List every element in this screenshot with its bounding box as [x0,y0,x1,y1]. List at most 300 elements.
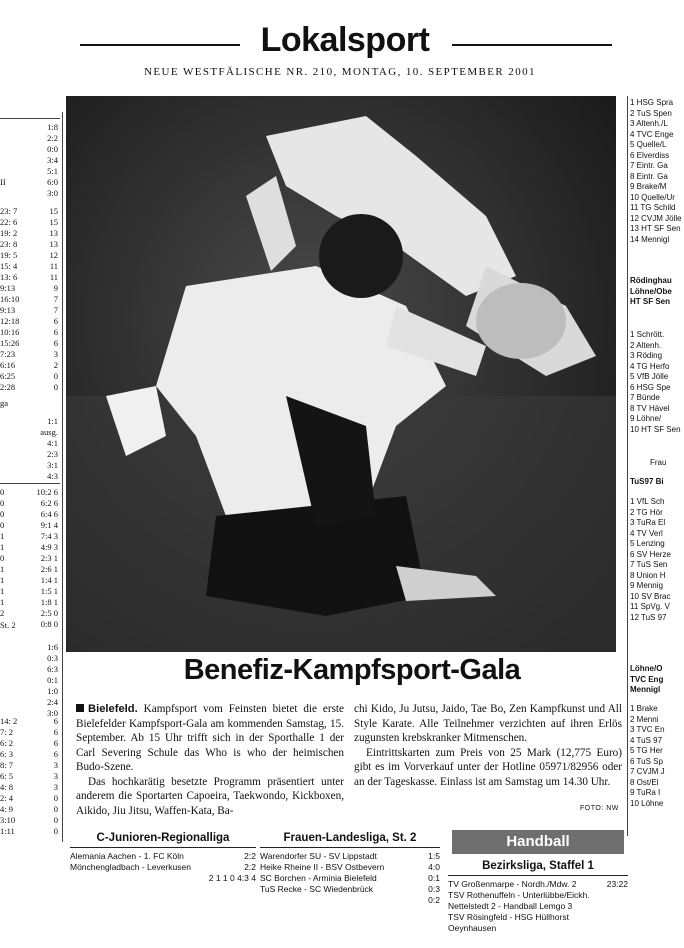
left-table-row [0,438,62,449]
left-table-row [0,716,62,727]
left-cell-values [41,575,58,586]
left-cell-b: 6 [53,716,58,726]
left-heading-liga: ga [0,398,9,408]
left-cell-b: 1:5 [40,586,52,596]
left-table-row [0,564,62,575]
left-cell-values [54,716,58,727]
left-cell-c: 1 [53,575,58,585]
right-table-row: 8 TV Hävel [630,403,670,413]
left-cell-values [41,520,58,531]
left-cell-values [54,815,58,826]
left-cell-values [47,122,58,133]
left-cell-a: 0 [0,487,5,497]
table-frauen-rows [260,851,440,906]
left-cell-b: 6:0 [47,177,58,187]
left-table-row [0,338,62,349]
left-cell-b: 2:3 [47,449,58,459]
left-cell-b: 1:4 [40,575,52,585]
left-cell-values [54,760,58,771]
result-row [260,851,440,862]
left-cell-values [50,261,58,272]
right-table-row: 2 Altenh. [630,340,662,350]
result-match: Oeynhausen [448,923,497,933]
left-cell-values [54,316,58,327]
left-cell-values [41,542,58,553]
left-block-2 [0,206,62,393]
left-cell-a: 16:10 [0,294,20,304]
right-table-row: 6 Elverdiss [630,150,670,160]
left-table-row [0,133,62,144]
table-frauen-landesliga [260,830,440,906]
left-cell-a: 6: 5 [0,771,13,781]
right-table-row: 1 VfL Sch [630,497,665,506]
left-cell-b: 2 [53,360,58,370]
left-cell-b: ausg. [40,427,58,437]
left-table-row [0,371,62,382]
left-cell-values [54,349,58,360]
right-table-row: 7 TuS Sen [630,560,668,569]
left-cell-values [54,338,58,349]
right-table-row: 8 Eintr. Ga [630,171,668,181]
left-cell-a: 6: 2 [0,738,13,748]
left-cell-values [50,250,59,261]
left-cell-a: 15:26 [0,338,20,348]
result-row [260,862,440,873]
left-cell-b: 3:0 [47,708,58,718]
left-cell-b: 0 [53,804,58,814]
left-table-row [0,487,62,498]
left-block-6 [0,716,62,837]
left-cell-a: 1 [0,586,5,596]
left-cell-values [54,793,58,804]
right-table-row: 1 HSG Spra [630,98,674,107]
left-cell-b: 15 [49,206,58,216]
table-c-junioren-title: C-Junioren-Regionalliga [96,832,230,844]
photo-illustration [66,96,616,652]
left-table-row [0,727,62,738]
left-table-row [0,553,62,564]
left-table-row [0,316,62,327]
left-cell-b: 15 [49,217,58,227]
left-block-1 [0,122,62,199]
left-table-row [0,239,62,250]
right-table-row: 7 Bünde [630,393,660,402]
right-table-row: 10 Löhne [630,798,664,808]
left-cell-b: 3 [53,771,58,781]
left-cell-values [47,686,58,697]
left-cell-values [41,586,58,597]
right-table-row: 14 Mennigl [630,234,670,244]
left-table-row [0,749,62,760]
left-table-row [0,416,62,427]
right-table-row: 11 SpVg. V [630,602,670,611]
left-cell-b: 7 [53,305,58,315]
left-cell-values [54,804,58,815]
left-cell-b: 10:2 [36,487,52,497]
left-table-row [0,166,62,177]
left-cell-a: II [0,177,6,187]
left-rule-mid [0,483,60,484]
right-table-row: 7 Eintr. Ga [630,161,668,170]
right-table-row: HT SF Sen [630,297,671,306]
left-cell-b: 2:3 [40,553,52,563]
left-cell-a: 9:13 [0,305,16,315]
left-table-row [0,449,62,460]
right-table-row: 9 Löhne/ [630,414,662,423]
left-cell-b: 9:1 [40,520,52,530]
left-table-row [0,427,62,438]
left-table-row [0,686,62,697]
left-cell-a: 10:16 [0,327,20,337]
left-cell-values [41,531,58,542]
left-table-row [0,382,62,393]
left-table-row [0,804,62,815]
right-table-row: 10 HT SF Sen [630,424,681,434]
right-table-row: 2 TuS Spen [630,108,672,118]
left-table-row [0,122,62,133]
right-table-row: 8 Union H [630,570,666,580]
result-score: 0:3 [428,884,440,894]
left-cell-values [54,826,58,837]
left-cell-a: 2 [0,608,5,618]
left-cell-b: 12 [49,250,58,260]
right-table-row: 2 Menni [630,714,659,724]
article-paragraph-4: Eintrittskarten zum Preis von 25 Mark (12,775 Euro) gibt es im Vorverkauf unter der Hotline 05971/82956 oder an der Tageskasse. Einlass ist am Samstag um 14.30 Uhr. [354,746,622,788]
result-row [260,873,440,884]
left-cell-b: 6:2 [40,498,52,508]
left-cell-values [54,360,58,371]
left-cell-b: 6 [53,338,58,348]
right-table-row: Löhne/O [630,664,663,673]
left-cell-c: 3 [53,531,58,541]
left-cell-c: 1 [53,553,58,563]
left-cell-a: 1 [0,564,5,574]
article-column-right [354,702,622,789]
right-table-row: 4 TV Verl [630,528,663,538]
table-frauen-rule [260,847,440,848]
result-score: 1:5 [428,851,440,861]
right-table-row: 3 Altenh./L [630,119,668,128]
bullet-square-icon [76,704,84,712]
left-cell-a: 13: 6 [0,272,18,282]
right-table-row: 4 TG Herfo [630,361,670,371]
left-table-row [0,826,62,837]
left-cell-b: 4:3 [47,471,58,481]
left-cell-a: 7:23 [0,349,16,359]
left-cell-a: 2: 4 [0,793,13,803]
left-cell-values [47,653,58,664]
right-table-row: 5 Quelle/L [630,140,667,149]
right-block-1 [630,98,684,245]
left-table-row [0,586,62,597]
result-score: 23:22 [606,879,628,889]
left-table-row [0,327,62,338]
left-cell-values [50,272,58,283]
left-cell-b: 13 [49,239,58,249]
right-table-row: 7 CVJM J [630,767,665,776]
table-c-junioren-rule [70,847,256,848]
result-match: Nettelstedt 2 - Handball Lemgo 3 [448,901,573,911]
left-cell-a: 8: 7 [0,760,13,770]
left-cell-values [54,294,58,305]
left-cell-values [54,327,58,338]
left-cell-values [54,727,58,738]
left-table-row [0,471,62,482]
left-table-row [0,294,62,305]
left-table-row [0,782,62,793]
left-cell-a: 22: 6 [0,217,18,227]
left-cell-b: 13 [49,228,58,238]
left-cell-values [47,460,58,471]
result-row [448,879,628,890]
left-cell-a: 0 [0,520,5,530]
left-cell-a: 9:13 [0,283,16,293]
left-block-4 [0,487,62,630]
left-cell-b: 3 [53,782,58,792]
right-block-4-head: TuS97 Bi [630,477,664,486]
left-cell-b: 0:8 [40,619,52,629]
left-cell-a: 0 [0,553,5,563]
left-cell-a: 12:18 [0,316,20,326]
table-handball-rule [448,875,628,876]
left-cell-b: 1:1 [47,416,58,426]
left-table-row [0,675,62,686]
result-match: Warendorfer SU - SV Lippstadt [260,851,377,861]
left-cell-values [47,642,58,653]
left-cell-b: 3:1 [47,460,58,470]
left-cell-values [47,471,58,482]
left-cell-b: 0:1 [47,675,58,685]
left-cell-b: 0:0 [47,144,58,154]
left-cell-a: 0 [0,509,5,519]
left-table-row [0,697,62,708]
right-table-row: 9 Brake/M [630,182,667,191]
left-cell-a: 15: 4 [0,261,18,271]
left-column-divider [62,112,63,842]
article-paragraph-1 [76,702,344,775]
left-cell-values [37,487,59,498]
left-table-row [0,360,62,371]
right-block-3 [630,330,684,435]
left-cell-c: 0 [53,619,58,629]
right-table-row: 4 TuS 97 [630,735,663,745]
result-row [260,895,440,906]
left-table-row [0,771,62,782]
left-cell-b: 0 [53,371,58,381]
left-table-row [0,498,62,509]
left-cell-b: 7:4 [40,531,52,541]
section-title: Lokalsport [260,21,430,59]
left-cell-b: 0 [53,815,58,825]
left-cell-c: 1 [53,586,58,596]
left-table-row [0,575,62,586]
right-table-row: 1 Brake [630,704,658,713]
result-match: Heike Rheine II - BSV Ostbevern [260,862,385,872]
left-cell-values [50,228,59,239]
left-cell-values [50,239,59,250]
left-table-row [0,664,62,675]
left-table-row [0,261,62,272]
left-cell-b: 2:2 [47,133,58,143]
article-paragraph-2: Das hochkarätig besetzte Programm präsentiert unter anderem die Sportarten Capoeira, Taekwondo, Kickboxen, Aikido, Jiu Jitsu, Waffen-Kata, Ba- [76,775,344,817]
result-row [448,901,628,912]
left-cell-b: 7 [53,294,58,304]
article-dateline: Bielefeld. [88,703,138,715]
right-column-divider [627,96,628,836]
left-cell-a: 6:25 [0,371,16,381]
left-cell-a: 1:11 [0,826,15,836]
result-row [448,890,628,901]
left-table-row [0,738,62,749]
left-cell-b: 3 [53,349,58,359]
left-cell-a: 19: 5 [0,250,18,260]
article-p1-text: Kampfsport vom Feinsten bietet die erste Bielefelder Kampfsport-Gala am kommenden Samstag, 15. September. Ab 15 Uhr trifft sich in der Sporthalle 1 der Carl Severing Schule das Who is who der heimischen Budo-Szene. [76,703,344,773]
left-cell-a: 4: 8 [0,782,13,792]
right-table-row: Löhne/Obe [630,286,672,296]
left-table-row [0,217,62,228]
right-table-row: 3 TuRa El [630,518,666,527]
right-table-row: 10 Quelle/Ur [630,192,675,202]
left-table-row [0,177,62,188]
left-rule-top [0,118,60,119]
right-heading-fra: Frau [650,458,667,467]
left-cell-a: 6: 3 [0,749,13,759]
left-cell-c: 1 [53,597,58,607]
table-handball-subtitle: Bezirksliga, Staffel 1 [482,860,594,872]
left-table-row [0,155,62,166]
right-table-row: 6 TuS Sp [630,756,663,766]
left-cell-a: 1 [0,597,5,607]
result-match: Mönchengladbach - Leverkusen [70,862,191,872]
left-cell-values [41,498,58,509]
left-cell-b: 6 [53,316,58,326]
left-cell-a: 2:28 [0,382,16,392]
left-cell-c: 6 [53,498,58,508]
handball-banner: Handball [452,830,624,854]
left-cell-b: 5:1 [47,166,58,176]
result-score: 4:0 [428,862,440,872]
left-table-row [0,228,62,239]
left-cell-values [54,305,58,316]
left-table-row [0,305,62,316]
left-table-row [0,815,62,826]
left-cell-b: 0 [53,826,58,836]
left-table-row [0,250,62,261]
left-cell-b: 6:3 [47,664,58,674]
result-row [448,912,628,923]
left-cell-a: 14: 2 [0,716,18,726]
article-headline: Benefiz-Kampfsport-Gala [183,654,521,686]
left-cell-values [47,664,58,675]
result-row [70,851,256,862]
left-cell-b: 1:0 [47,686,58,696]
left-table-row [0,509,62,520]
result-row [448,923,628,934]
right-table-row: 13 HT SF Sen [630,224,681,233]
left-cell-b: 4:1 [47,438,58,448]
left-table-row [0,531,62,542]
result-match: TuS Recke - SC Wiedenbrück [260,884,374,894]
right-table-row: TVC Eng [630,674,664,684]
left-cell-b: 2:6 [40,564,52,574]
right-table-row: 5 TG Her [630,746,663,755]
right-table-row: 6 HSG Spe [630,382,671,392]
right-table-row: 4 TVC Enge [630,129,674,139]
masthead-line: NEUE WESTFÄLISCHE NR. 210, MONTAG, 10. SEPTEMBER 2001 [144,66,536,78]
left-table-row [0,608,62,619]
left-cell-values [47,155,58,166]
right-table-row: 11 TG Schild [630,203,676,212]
left-cell-b: 3:4 [47,155,58,165]
left-cell-c: 4 [53,520,58,530]
left-table-row [0,542,62,553]
right-block-4 [630,497,684,623]
left-cell-a: 23: 7 [0,206,18,216]
result-row [260,884,440,895]
left-cell-b: 1:8 [40,597,52,607]
right-table-row: 3 Röding [630,351,663,360]
left-cell-b: 0:3 [47,653,58,663]
result-match: TV Großenmarpe - Nordh./Mdw. 2 [448,879,577,889]
left-cell-b: 11 [49,261,58,271]
result-match: TSV Rösingfeld - HSG Hüllhorst [448,912,569,922]
right-table-row: 10 SV Brac [630,591,671,601]
left-cell-b: 1:8 [47,122,58,132]
left-cell-values [50,206,59,217]
left-cell-b: 2:5 [40,608,52,618]
left-cell-values [47,438,58,449]
result-match: Alemania Aachen - 1. FC Köln [70,851,184,861]
left-cell-b: 11 [49,272,58,282]
left-cell-c: 6 [53,509,58,519]
left-cell-values [47,166,58,177]
result-match: TSV Rothenuffeln - Unterlübbe/Eickh. [448,890,590,900]
left-table-row [0,642,62,653]
result-score: 0:2 [428,895,440,905]
left-cell-values [47,133,58,144]
left-cell-values [47,144,58,155]
left-cell-a: 4: 9 [0,804,13,814]
martial-arts-photo [66,96,616,652]
left-cell-b: 6 [53,738,58,748]
left-cell-values [47,449,58,460]
left-cell-c: 3 [53,542,58,552]
left-table-row [0,760,62,771]
left-table-row [0,144,62,155]
result-score: 2:2 [244,862,256,872]
result-row [70,873,256,884]
left-heading-st2: St. 2 [0,620,16,630]
left-cell-b: 3 [53,760,58,770]
left-cell-values [54,782,58,793]
left-cell-a: 1 [0,531,5,541]
left-cell-values [41,597,58,608]
left-cell-b: 2:4 [47,697,58,707]
result-match: SC Borchen - Arminia Bielefeld [260,873,377,883]
left-cell-c: 6 [53,487,58,497]
left-cell-b: 6:4 [40,509,52,519]
table-c-junioren [70,830,256,884]
left-table-row [0,283,62,294]
right-table-row: 5 VfB Jölle [630,372,669,381]
left-cell-b: 1:6 [47,642,58,652]
right-block-5 [630,664,684,696]
left-cell-a: 1 [0,575,5,585]
photo-credit: FOTO: NW [580,805,619,812]
table-handball-rows [448,879,628,934]
right-block-6 [630,704,684,809]
header-rule-right [452,44,612,46]
